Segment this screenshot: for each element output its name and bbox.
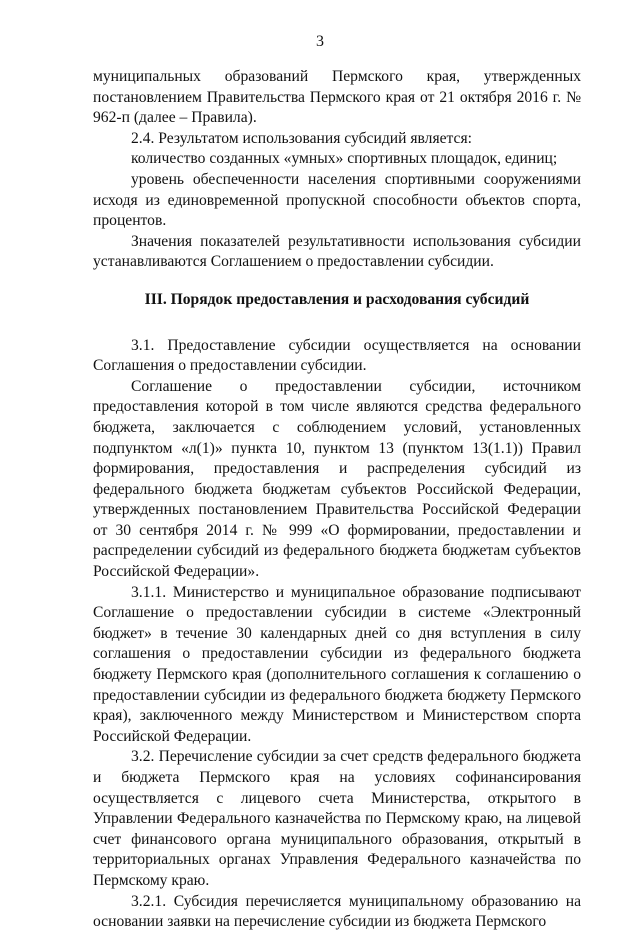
paragraph-3-1-1: 3.1.1. Министерство и муниципальное образование подписывают Соглашение о предоставлении субсидии в системе «Электронный бюджет» в течение 30 календарных дней со дня вступления в силу соглашения о предоставлении субсидии из федерального бюджета бюджету Пермского края (дополнительного соглашения к соглашению о предоставлении субсидии из федерального бюджета бюджету Пермского края), заключенного между Министерством и Министерством спорта Российской Федерации. <box>93 583 581 745</box>
paragraph-3-2: 3.2. Перечисление субсидии за счет средств федерального бюджета и бюджета Пермского края на условиях софинансирования осуществляется с лицевого счета Министерства, открытого в Управлении Федерального казначейства по Пермскому краю, на лицевой счет финансового органа муниципального образования, открытый в территориальных органах Управления Федерального казначейства по Пермскому краю. <box>93 748 581 889</box>
paragraph-2-4: 2.4. Результатом использования субсидий является: <box>131 129 472 147</box>
paragraph-3-1: 3.1. Предоставление субсидии осуществляется на основании Соглашения о предоставлении субсидии. <box>93 336 581 375</box>
paragraph-indicator-values: Значения показателей результативности использования субсидии устанавливаются Соглашением о предоставлении субсидии. <box>93 232 581 271</box>
section-heading: III. Порядок предоставления и расходования субсидий <box>144 290 530 308</box>
page-number: 3 <box>316 33 324 50</box>
paragraph-continuation: муниципальных образований Пермского края, утвержденных постановлением Правительства Пермского края от 21 октября 2016 г. № 962-п (далее – Правила). <box>93 68 581 127</box>
paragraph-3-2-1: 3.2.1. Субсидия перечисляется муниципальному образованию на основании заявки на перечисление субсидии из бюджета Пермского <box>93 892 581 931</box>
paragraph-result-smart-grounds: количество созданных «умных» спортивных площадок, единиц; <box>131 150 558 168</box>
paragraph-agreement-conditions: Соглашение о предоставлении субсидии, источником предоставления которой в том числе являются средства федерального бюджета, заключается с соблюдением условий, установленных подпунктом «л(1)» пункта 10, пунктом 13 (пунктом 13(1.1)) Правил формирования, предоставления и распределения субсидий из федерального бюджета бюджетам субъектов Российской Федерации, утвержденных постановлением Правительства Российской Федерации от 30 сентября 2014 г. № 999 «О формировании, предоставлении и распределении субсидий из федерального бюджета бюджетам субъектов Российской Федерации». <box>93 377 581 581</box>
paragraph-result-provision-level: уровень обеспеченности населения спортивными сооружениями исходя из единовременной пропускной способности объектов спорта, процентов. <box>93 170 581 230</box>
document-body <box>93 67 581 933</box>
